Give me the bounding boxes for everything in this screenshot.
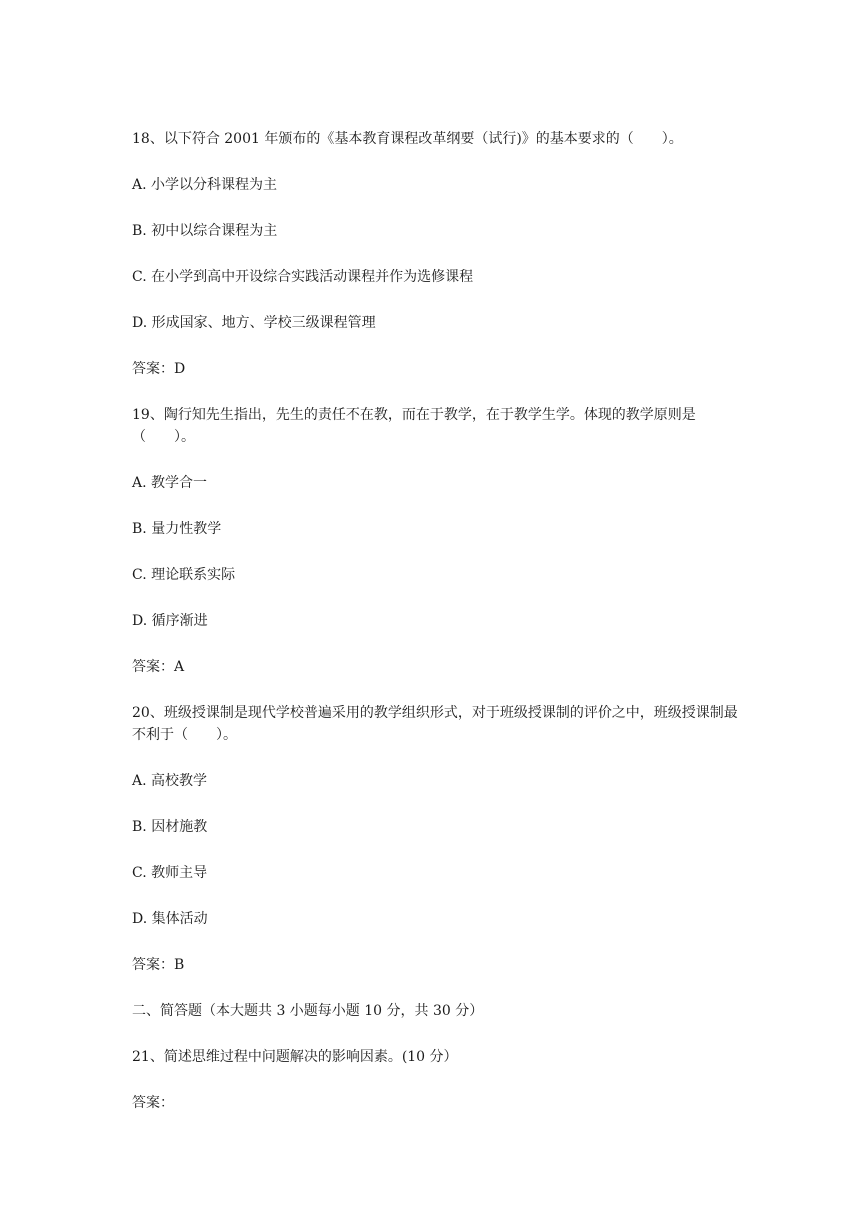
document-page — [132, 128, 742, 1138]
option-b: B. 因材施教 — [132, 819, 208, 835]
option-a: A. 高校教学 — [132, 773, 208, 789]
option-b: B. 初中以综合课程为主 — [132, 223, 278, 239]
answer-text: 答案：D — [132, 361, 186, 377]
answer-text: 答案： — [132, 1095, 174, 1111]
question-stem: 18、以下符合 2001 年颁布的《基本教育课程改革纲要（试行)》的基本要求的（ ）。 — [132, 131, 683, 147]
section-heading: 二、简答题（本大题共 3 小题每小题 10 分，共 30 分） — [132, 1003, 484, 1019]
question-block — [132, 404, 742, 678]
answer-text: 答案：B — [132, 957, 185, 973]
question-stem: 19、陶行知先生指出，先生的责任不在教，而在于教学，在于教学生学。体现的教学原则是（ ）。 — [132, 407, 696, 445]
option-a: A. 小学以分科课程为主 — [132, 177, 278, 193]
question-block — [132, 128, 742, 380]
option-c: C. 理论联系实际 — [132, 567, 236, 583]
option-d: D. 循序渐进 — [132, 613, 208, 629]
question-block — [132, 702, 742, 976]
option-c: C. 教师主导 — [132, 865, 208, 881]
question-block — [132, 1046, 742, 1114]
option-d: D. 集体活动 — [132, 911, 208, 927]
answer-text: 答案：A — [132, 659, 185, 675]
option-b: B. 量力性教学 — [132, 521, 222, 537]
option-d: D. 形成国家、地方、学校三级课程管理 — [132, 315, 376, 331]
question-stem: 20、班级授课制是现代学校普遍采用的教学组织形式，对于班级授课制的评价之中，班级授课制最不利于（ ）。 — [132, 705, 738, 743]
option-c: C. 在小学到高中开设综合实践活动课程并作为选修课程 — [132, 269, 474, 285]
question-stem: 21、简述思维过程中问题解决的影响因素。(10 分） — [132, 1049, 458, 1065]
option-a: A. 教学合一 — [132, 475, 208, 491]
